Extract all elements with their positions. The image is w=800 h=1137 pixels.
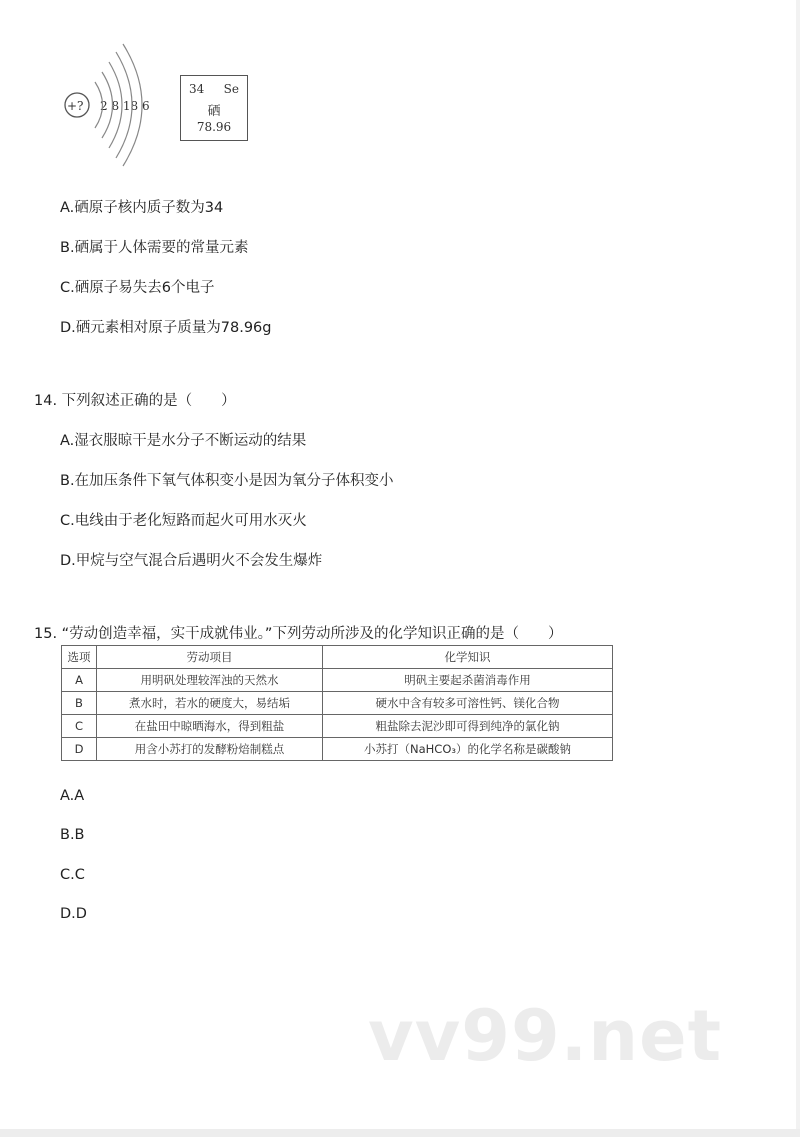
q13-option-a: A.硒原子核内质子数为34 bbox=[60, 200, 224, 216]
q14-option-d: D.甲烷与空气混合后遇明火不会发生爆炸 bbox=[60, 553, 323, 569]
q13-option-c: C.硒原子易失去6个电子 bbox=[60, 280, 215, 296]
q15-option-c: C.C bbox=[60, 867, 85, 883]
q13-option-d: D.硒元素相对原子质量为78.96g bbox=[60, 320, 272, 336]
atom-structure-diagram bbox=[55, 42, 165, 172]
q15-option-d: D.D bbox=[60, 906, 87, 922]
table-cell: 用含小苏打的发酵粉焙制糕点 bbox=[97, 738, 323, 761]
q15-table bbox=[61, 645, 613, 761]
table-cell: 小苏打（NaHCO₃）的化学名称是碳酸钠 bbox=[323, 738, 613, 761]
q15-stem: 15. “劳动创造幸福，实干成就伟业。”下列劳动所涉及的化学知识正确的是（ ） bbox=[34, 626, 563, 642]
table-cell: A bbox=[62, 669, 97, 692]
header-cell: 选项 bbox=[62, 646, 97, 669]
element-name: 硒 bbox=[207, 104, 221, 119]
table-cell: 用明矾处理较浑浊的天然水 bbox=[97, 669, 323, 692]
q14-option-a: A.湿衣服晾干是水分子不断运动的结果 bbox=[60, 433, 307, 449]
header-cell: 化学知识 bbox=[323, 646, 613, 669]
element-symbol: Se bbox=[223, 82, 239, 96]
table-cell: B bbox=[62, 692, 97, 715]
table-cell: C bbox=[62, 715, 97, 738]
table-cell: 粗盐除去泥沙即可得到纯净的氯化钠 bbox=[323, 715, 613, 738]
q14-option-b: B.在加压条件下氧气体积变小是因为氧分子体积变小 bbox=[60, 473, 394, 489]
table-cell: 在盐田中晾晒海水，得到粗盐 bbox=[97, 715, 323, 738]
atomic-number: 34 bbox=[189, 82, 205, 96]
table-row bbox=[62, 692, 613, 715]
atomic-mass: 78.96 bbox=[196, 120, 232, 134]
page-edge bbox=[796, 0, 800, 1137]
watermark: vv99.net bbox=[368, 995, 723, 1077]
q14-stem: 14. 下列叙述正确的是（ ） bbox=[34, 393, 236, 409]
header-cell: 劳动项目 bbox=[97, 646, 323, 669]
table-row bbox=[62, 715, 613, 738]
table-cell: 硬水中含有较多可溶性钙、镁化合物 bbox=[323, 692, 613, 715]
table-cell: 明矾主要起杀菌消毒作用 bbox=[323, 669, 613, 692]
periodic-table-cell bbox=[180, 75, 248, 141]
atom-shells: 2 8 18 6 bbox=[100, 99, 150, 113]
table-cell: 煮水时，若水的硬度大，易结垢 bbox=[97, 692, 323, 715]
q15-option-a: A.A bbox=[60, 788, 85, 804]
table-cell: D bbox=[62, 738, 97, 761]
q15-option-b: B.B bbox=[60, 827, 85, 843]
q13-option-b: B.硒属于人体需要的常量元素 bbox=[60, 240, 249, 256]
atom-nucleus: +? bbox=[67, 99, 84, 113]
page-bottom-edge bbox=[0, 1129, 800, 1137]
table-header-row bbox=[62, 646, 613, 669]
table-row bbox=[62, 738, 613, 761]
q14-option-c: C.电线由于老化短路而起火可用水灭火 bbox=[60, 513, 307, 529]
table-row bbox=[62, 669, 613, 692]
